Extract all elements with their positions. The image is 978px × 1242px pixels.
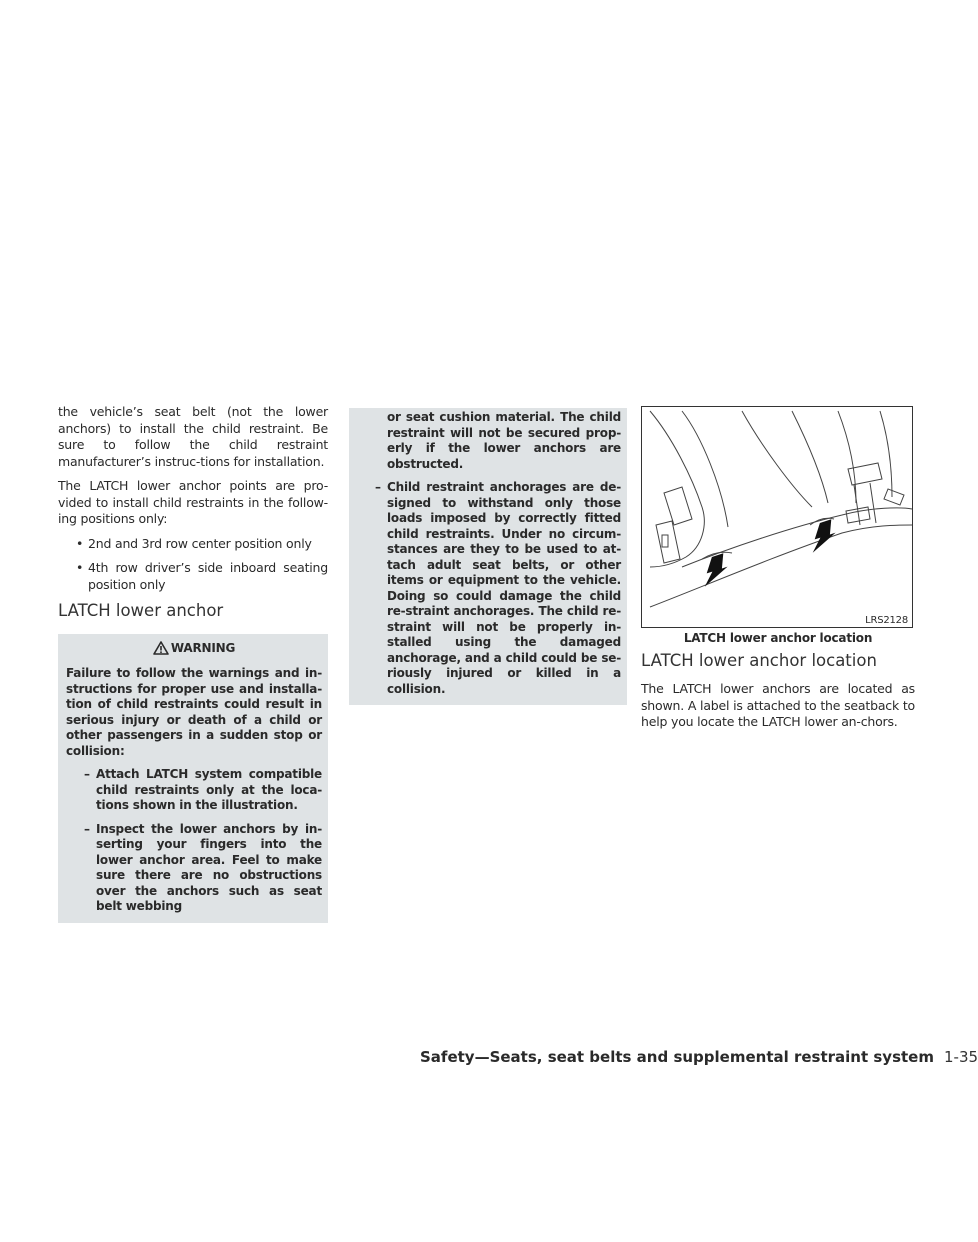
- page-number: 1-35: [943, 1048, 978, 1066]
- bullet-mark: •: [76, 535, 84, 551]
- warning-box-continued: [349, 408, 627, 705]
- list-item: • 2nd and 3rd row center position only: [76, 535, 312, 551]
- list-item: – Attach LATCH system compatible child restraints only at the loca-tions shown in the illustration.: [84, 767, 322, 812]
- column-middle: [349, 408, 627, 705]
- body-paragraph: the vehicle’s seat belt (not the lower anchors) to install the child restraint. Be sure to follow the child restraint manufacturer’s instruc-tions for installation.: [58, 404, 328, 469]
- list-item: – Inspect the lower anchors by in-serting your fingers into the lower anchor area. Feel to make sure there are no obstructions over the anchors such as seat belt webbing: [84, 821, 322, 913]
- figure-code: LRS2128: [865, 615, 908, 626]
- column-left: [58, 404, 328, 923]
- page-footer: [420, 1048, 978, 1066]
- list-item: • 4th row driver’s side inboard seating position only: [76, 560, 328, 592]
- warning-list: [357, 480, 621, 697]
- warning-box: [58, 634, 328, 923]
- section-heading: LATCH lower anchor location: [641, 650, 877, 670]
- warning-title: WARNING: [66, 640, 322, 657]
- warning-continuation: or seat cushion material. The child restraint will not be secured prop-erly if the lower anchors are obstructed.: [387, 410, 621, 471]
- bullet-mark: •: [76, 560, 84, 575]
- warning-list: [66, 767, 322, 915]
- section-heading: LATCH lower anchor: [58, 601, 224, 620]
- bullet-list: [58, 536, 328, 594]
- list-item: – Child restraint anchorages are de-signed to withstand only those loads imposed by correctly fitted child restraints. Under no circum-stances are they to be used to at-tach adult seat belts, or other items or equipment to the vehicle. Doing so could damage the child re-straint anchorages. The child re-straint will not be properly in-stalled using the damaged anchorage, and a child could be se-riously injured or killed in a collision.: [375, 480, 621, 696]
- seat-illustration: [642, 407, 912, 627]
- latch-anchor-illustration: [641, 406, 913, 628]
- warning-triangle-icon: [153, 641, 169, 655]
- body-paragraph: The LATCH lower anchor points are pro-vided to install child restraints in the follow-ing positions only:: [58, 478, 328, 526]
- figure-caption: LATCH lower anchor location: [683, 631, 873, 645]
- body-paragraph: The LATCH lower anchors are located as shown. A label is attached to the seatback to help you locate the LATCH lower an-chors.: [641, 681, 915, 729]
- column-right: [641, 406, 915, 739]
- section-title: Safety—Seats, seat belts and supplemental restraint system: [420, 1048, 934, 1066]
- warning-intro: Failure to follow the warnings and in-structions for proper use and installa-tion of child restraints could result in serious injury or death of a child or other passengers in a sudden stop or collision:: [66, 666, 322, 758]
